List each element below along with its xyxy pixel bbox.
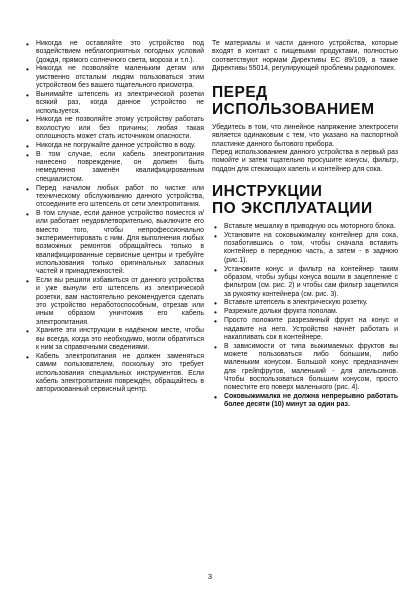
warning-list-item: • Соковыжималка не должна непрерывно работать более десяти (10) минут за один раз.: [212, 393, 398, 410]
list-item: • Просто положите разрезанный фрукт на конус и надавите на него. Устройство начнёт работать и накапливать сок в контейнере.: [212, 317, 398, 342]
usage-heading-line2: ИСПОЛЬЗОВАНИЕМ: [212, 101, 375, 119]
list-item: • Вставьте мешалку в приводную ось моторного блока.: [212, 223, 398, 231]
instructions-heading: [212, 183, 398, 217]
list-item: • Кабель электропитания не должен заменяться самим пользователем, поскольку это требует использования специальных инструментов. Если кабель электропитания повреждён, обращайтесь в авторизованный сервисный центр.: [24, 353, 204, 394]
usage-paragraph-first-use: Перед использованием данного устройства в первый раз помойте и затем тщательно просушите конусы, фильтр, поддон для стекающих капель и контейнер для сока.: [212, 149, 398, 173]
usage-heading-line1: ПЕРЕД: [212, 84, 268, 102]
instructions-heading-line2: ПО ЭКСПЛУАТАЦИИ: [212, 199, 373, 217]
list-item: • Разрежьте дольки фрукта пополам.: [212, 308, 398, 316]
list-item: • В зависимости от типа выжимаемых фруктов вы можете пользоваться либо большим, либо маленьким конусом. Большой конус предназначен для грейпфрутов, маленький - для апельсинов. Чтобы воспользоваться большим конусом, просто поместите его поверх маленького (рис. 4).: [212, 343, 398, 393]
list-item: • Вставьте штепсель в электрическую розетку.: [212, 299, 398, 307]
list-item: • Установите конус и фильтр на контейнер таким образом, чтобы зубцы конуса вошли в зацепление с фильтром (см. рис. 2) и чтобы сам фильтр зацепился за рукоятку контейнера (см. рис. 3).: [212, 266, 398, 299]
page-number: 3: [207, 572, 213, 581]
list-item: • В том случае, если кабель электропитания нанесено повреждение, он должен быть немедленно заменён квалифицированным специалистом.: [24, 151, 204, 184]
list-item: • Если вы решили избавиться от данного устройства и уже вынули его штепсель из электрической розетки, вам настоятельно рекомендуется сделать это устройство неработоспособным, отрезав или иным образом уничтожив его кабель электропитания.: [24, 277, 204, 327]
right-column: [212, 40, 398, 410]
left-column: [24, 40, 204, 394]
list-item: • Никогда не позволяйте этому устройству работать вхолостую или без причины; любая такая оплошность может стать источником опасности.: [24, 116, 204, 141]
instructions-heading-line1: ИНСТРУКЦИИ: [212, 182, 323, 200]
list-item: • Никогда не позволяйте маленьким детям или умственно отсталым людям пользоваться этим устройством без вашего тщательного присмотра.: [24, 65, 204, 90]
list-item: • Храните эти инструкции в надёжном месте, чтобы вы всегда, когда это необходимо, могли обратиться к ним за справочными сведениями.: [24, 327, 204, 352]
usage-heading: [212, 84, 398, 118]
list-item: • Вынимайте штепсель из электрической розетки всякий раз, когда данное устройство не используется.: [24, 91, 204, 116]
instructions-list: [212, 223, 398, 410]
list-item: • Никогда не погружайте данное устройство в воду.: [24, 142, 204, 150]
intro-paragraph: Те материалы и части данного устройства, которые входят в контакт с пищевыми продуктами, полностью соответствуют нормам Директивы ЕС 89/109, а также Директивы 55014, регулирующей проблемы радиопомех.: [212, 40, 398, 72]
list-item: • Установите на соковыжималку контейнер для сока, позаботившись о том, чтобы сначала вставить контейнер в переднюю часть, а затем - в заднюю (рис.1).: [212, 232, 398, 265]
safety-list: [24, 40, 204, 394]
list-item: • В том случае, если данное устройство поместся и/или работает неудовлетворительно, выключите его вместо того, чтобы непрофессионально экспериментировать с ним. Для выполнения любых возможных ремонтов обращайтесь только в квалифицированные сервисные центры и требуйте использования только оригинальных запасных частей и принадлежностей.: [24, 210, 204, 276]
usage-paragraph-voltage: Убедитесь в том, что линейное напряжение электросети является одинаковым с тем, что указано на паспортной пластинке данного бытового прибора.: [212, 124, 398, 148]
list-item: • Перед началом любых работ по чистке или техническому обслуживанию данного устройства, отсоедините его штепсель от сети электропитания.: [24, 185, 204, 210]
list-item: • Никогда не оставляйте это устройство под воздействием неблагоприятных погодных условий (дождя, прямого солнечного света, мороза и т.п.).: [24, 40, 204, 65]
